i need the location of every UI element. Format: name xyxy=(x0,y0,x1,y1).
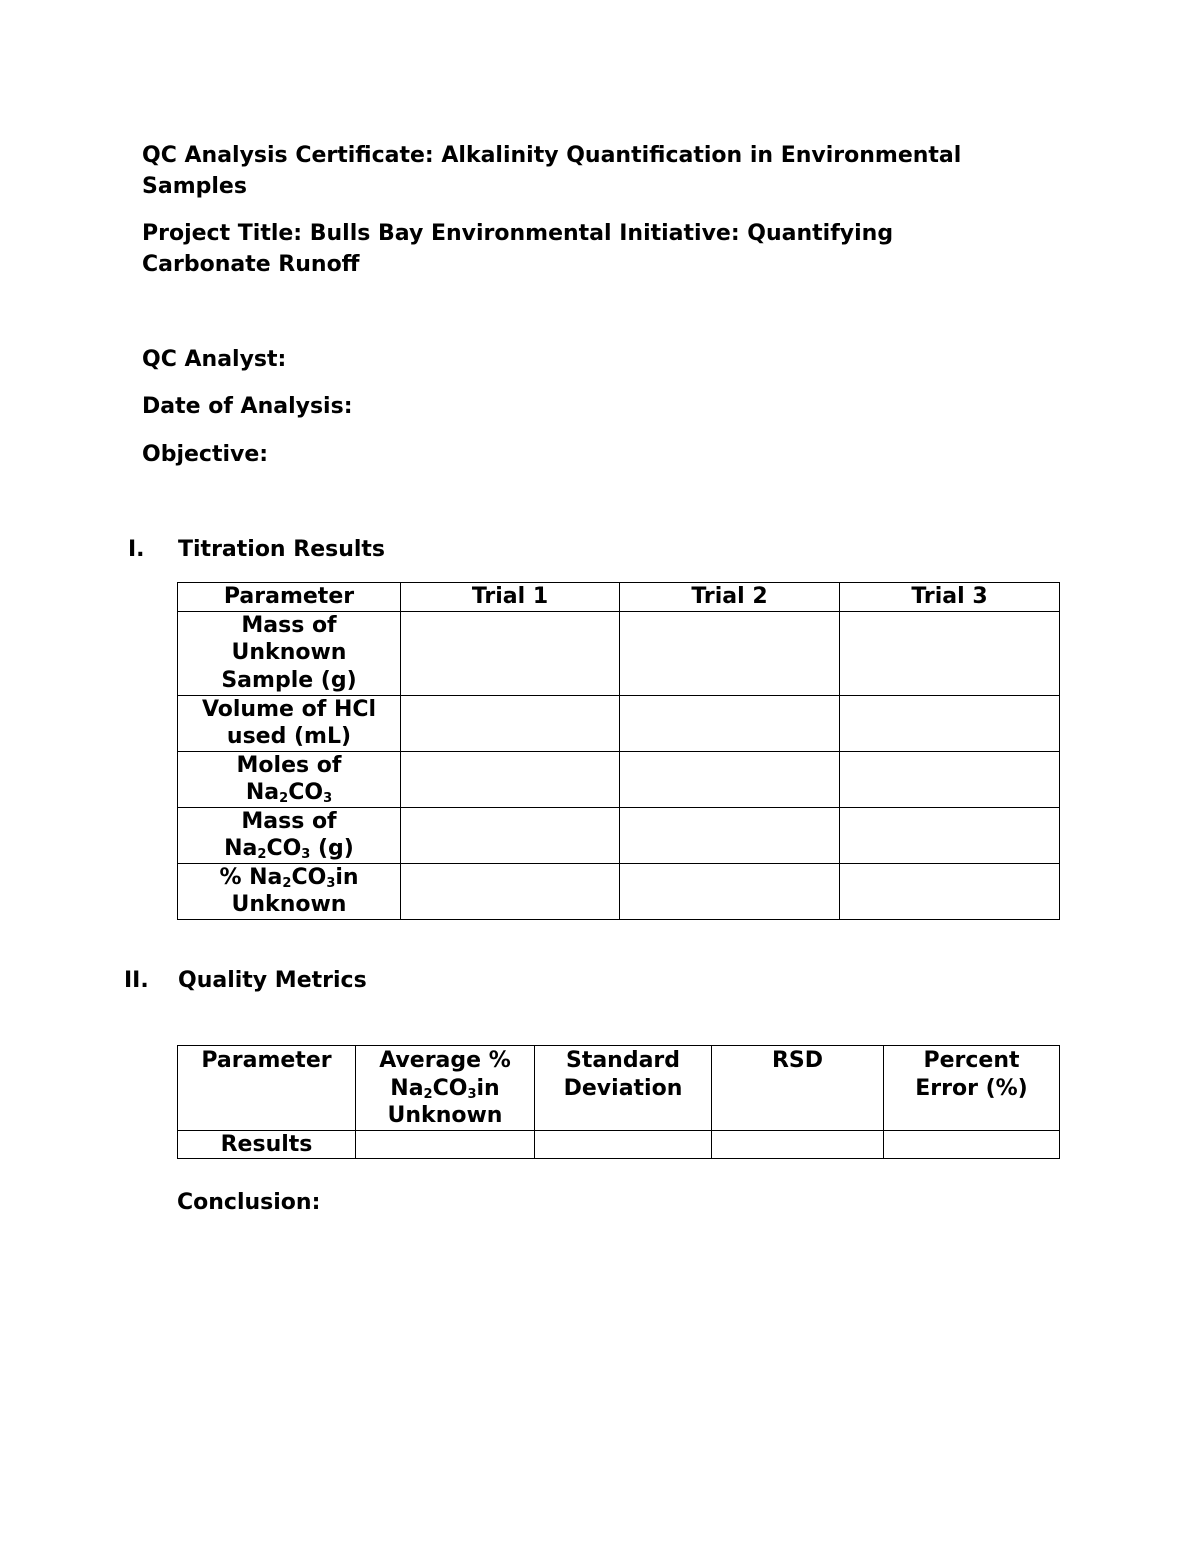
table-row xyxy=(178,695,1060,751)
formula-part: CO xyxy=(432,1075,468,1101)
table-header-row xyxy=(178,1046,1060,1131)
col-header-trial-2: Trial 2 xyxy=(620,583,840,612)
conclusion-label: Conclusion: xyxy=(177,1190,321,1215)
section-titration-heading xyxy=(128,534,528,565)
table-row xyxy=(178,807,1060,863)
trial-2-cell[interactable] xyxy=(620,611,840,695)
formula-subscript: 2 xyxy=(423,1086,433,1102)
formula-part: in xyxy=(335,864,359,890)
row-label-moles-na2co3 xyxy=(178,751,401,807)
formula-subscript: 2 xyxy=(282,875,292,891)
formula-part: CO xyxy=(266,836,302,861)
formula-part: CO xyxy=(288,780,324,805)
trial-2-cell[interactable] xyxy=(620,807,840,863)
table-row xyxy=(178,1130,1060,1159)
row-label-results: Results xyxy=(178,1130,356,1159)
formula-subscript: 3 xyxy=(326,875,336,891)
row-label-line: Volume of HCl xyxy=(201,696,377,722)
trial-1-cell[interactable] xyxy=(401,751,620,807)
percent-error-result-cell[interactable] xyxy=(884,1130,1060,1159)
project-title xyxy=(142,218,1042,280)
formula-subscript: 3 xyxy=(323,791,333,806)
formula-subscript: 2 xyxy=(257,847,267,862)
certificate-title xyxy=(142,140,1042,202)
section-quality-heading xyxy=(124,965,524,996)
row-label-volume-hcl xyxy=(178,695,401,751)
row-label-line: Mass of xyxy=(241,612,337,638)
trial-1-cell[interactable] xyxy=(401,611,620,695)
row-label-line: Unknown xyxy=(231,640,347,666)
row-label-line xyxy=(182,864,396,892)
row-label-mass-unknown xyxy=(178,611,401,695)
trial-1-cell[interactable] xyxy=(401,863,620,919)
header-line: Error (%) xyxy=(915,1075,1028,1101)
col-header-percent-error xyxy=(884,1046,1060,1131)
trial-1-cell[interactable] xyxy=(401,695,620,751)
row-label-line xyxy=(182,779,396,807)
trial-1-cell[interactable] xyxy=(401,807,620,863)
row-label-percent-na2co3 xyxy=(178,863,401,919)
table-header-row xyxy=(178,583,1060,612)
certificate-title-line1: QC Analysis Certificate: Alkalinity Quantification in Environmental xyxy=(142,143,962,168)
col-header-trial-1: Trial 1 xyxy=(401,583,620,612)
project-title-line1: Project Title: Bulls Bay Environmental Initiative: Quantifying xyxy=(142,221,894,246)
col-header-parameter: Parameter xyxy=(178,1046,356,1131)
col-header-std-dev xyxy=(535,1046,712,1131)
formula-part: Na xyxy=(245,780,280,805)
trial-3-cell[interactable] xyxy=(840,807,1060,863)
trial-3-cell[interactable] xyxy=(840,863,1060,919)
table-row xyxy=(178,751,1060,807)
quality-metrics-table xyxy=(177,1045,1060,1159)
header-line: Deviation xyxy=(563,1075,683,1101)
certificate-title-line2: Samples xyxy=(142,174,247,199)
formula-subscript: 3 xyxy=(467,1086,477,1102)
trial-3-cell[interactable] xyxy=(840,695,1060,751)
formula-part: (g) xyxy=(310,836,354,861)
col-header-trial-3: Trial 3 xyxy=(840,583,1060,612)
formula-part: % Na xyxy=(219,864,283,890)
trial-3-cell[interactable] xyxy=(840,751,1060,807)
formula-part: Na xyxy=(390,1075,424,1101)
std-dev-result-cell[interactable] xyxy=(535,1130,712,1159)
rsd-result-cell[interactable] xyxy=(712,1130,884,1159)
section-number: II. xyxy=(124,968,149,993)
formula-part: CO xyxy=(291,864,327,890)
row-label-line: used (mL) xyxy=(226,724,352,749)
header-line xyxy=(360,1075,530,1103)
col-header-rsd: RSD xyxy=(712,1046,884,1131)
header-line: Unknown xyxy=(387,1103,503,1128)
table-row xyxy=(178,611,1060,695)
section-label: Titration Results xyxy=(178,537,386,562)
section-label: Quality Metrics xyxy=(178,968,367,993)
header-line: Average % xyxy=(379,1048,511,1073)
row-label-line: Mass of xyxy=(241,808,337,834)
formula-part: in xyxy=(476,1075,500,1101)
date-of-analysis-label: Date of Analysis: xyxy=(142,394,353,419)
trial-2-cell[interactable] xyxy=(620,695,840,751)
trial-3-cell[interactable] xyxy=(840,611,1060,695)
formula-subscript: 3 xyxy=(301,847,311,862)
col-header-parameter: Parameter xyxy=(178,583,401,612)
average-result-cell[interactable] xyxy=(356,1130,535,1159)
objective-label: Objective: xyxy=(142,442,269,467)
row-label-line xyxy=(182,835,396,863)
row-label-line: Sample (g) xyxy=(221,667,357,693)
qc-analyst-label: QC Analyst: xyxy=(142,347,287,372)
table-row xyxy=(178,863,1060,919)
row-label-mass-na2co3 xyxy=(178,807,401,863)
section-number: I. xyxy=(128,537,145,562)
header-line: Standard xyxy=(565,1048,681,1073)
trial-2-cell[interactable] xyxy=(620,863,840,919)
formula-subscript: 2 xyxy=(279,791,289,806)
trial-2-cell[interactable] xyxy=(620,751,840,807)
formula-part: Na xyxy=(224,836,258,861)
titration-results-table xyxy=(177,582,1060,920)
row-label-line: Unknown xyxy=(231,892,347,917)
project-title-line2: Carbonate Runoff xyxy=(142,252,360,277)
row-label-line: Moles of xyxy=(236,752,342,778)
header-line: Percent xyxy=(923,1048,1020,1073)
col-header-average xyxy=(356,1046,535,1131)
